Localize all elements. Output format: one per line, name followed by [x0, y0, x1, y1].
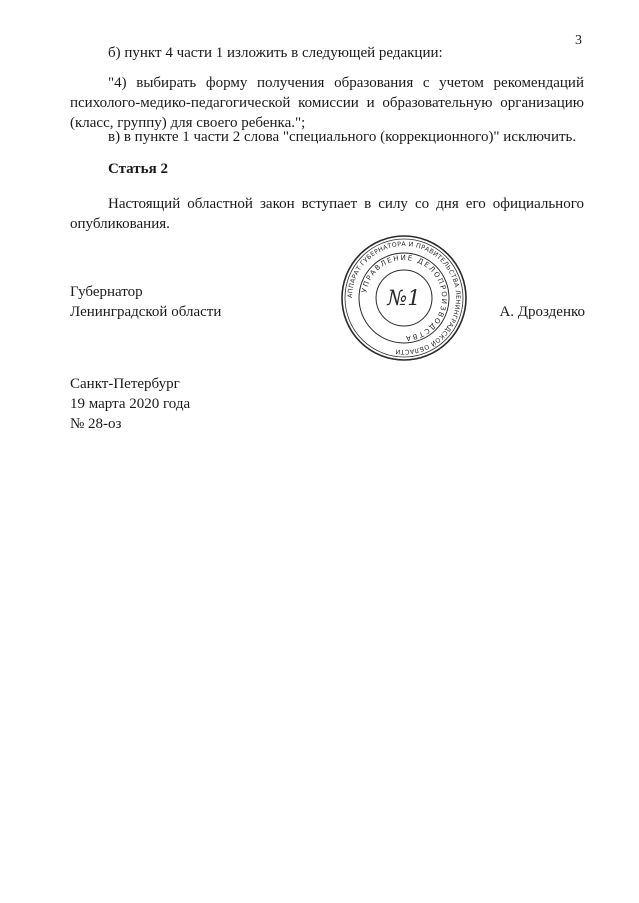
signatory-position-line1: Губернатор: [70, 284, 143, 300]
document-date: 19 марта 2020 года: [70, 396, 191, 412]
article-2-heading: Статья 2: [108, 161, 168, 177]
stamp-number: №1: [387, 286, 421, 310]
place-date-block: [70, 374, 190, 434]
amendment-item-c: в) в пункте 1 части 2 слова "специального (коррекционного)" исключить.: [108, 129, 577, 145]
signatory-name: А. Дрозденко: [499, 304, 585, 320]
stamp-outer-text: АППАРАТ ГУБЕРНАТОРА И ПРАВИТЕЛЬСТВА ЛЕНИНГРАДСКОЙ ОБЛАСТИ: [346, 240, 462, 356]
document-number: № 28-оз: [70, 416, 122, 432]
article-2-text: Настоящий областной закон вступает в силу со дня его официального опубликования.: [70, 196, 584, 232]
signatory-position-line2: Ленинградской области: [70, 304, 222, 320]
page-number: 3: [575, 33, 582, 48]
amendment-item-b: б) пункт 4 части 1 изложить в следующей редакции:: [108, 45, 443, 61]
amendment-item-b-text: "4) выбирать форму получения образования с учетом рекомендаций психолого-медико-педагогической комиссии и образовательную организацию (класс, группу) для своего ребенка.";: [70, 75, 584, 131]
place-city: Санкт-Петербург: [70, 376, 180, 392]
signatory-position: [70, 282, 221, 322]
official-seal-stamp: [340, 234, 468, 362]
stamp-inner-text: УПРАВЛЕНИЕ ДЕЛОПРОИЗВОДСТВА: [360, 253, 449, 343]
